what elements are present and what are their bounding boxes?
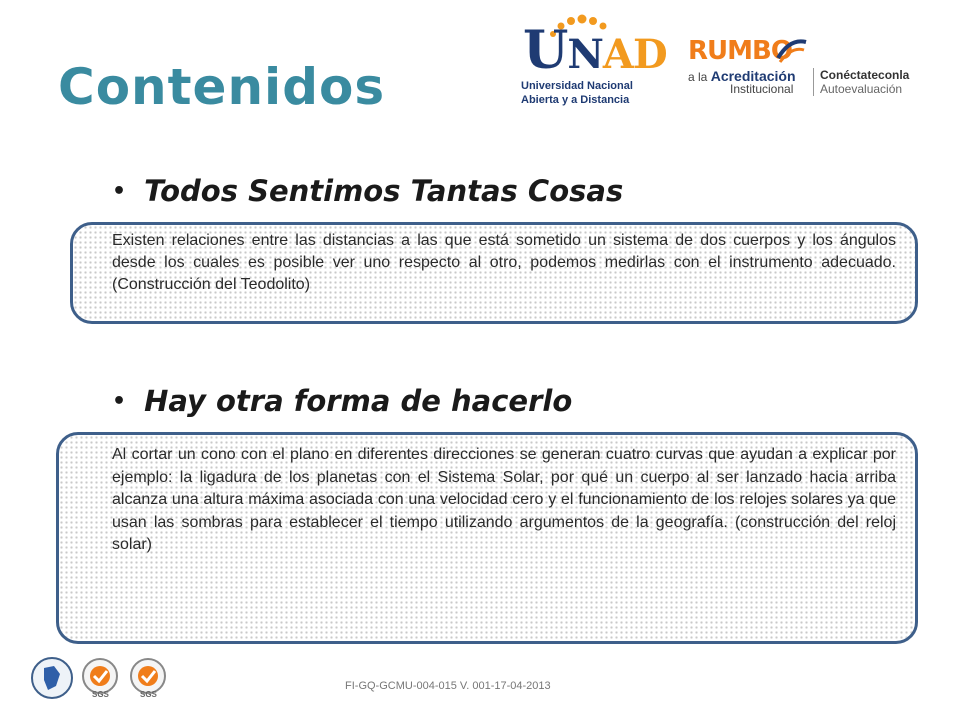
sgs-caption: SGS [140, 690, 157, 699]
sgs-caption: SGS [92, 690, 109, 699]
bullet-icon: • [112, 389, 127, 414]
rumbo-swoosh-icon [774, 36, 808, 66]
rumbo-wordmark: RUMBO [688, 36, 792, 66]
bullet-icon: • [112, 179, 127, 204]
section-heading-1: • Todos Sentimos Tantas Cosas [112, 174, 624, 208]
colombia-seal-icon [30, 656, 74, 700]
section-heading-2: • Hay otra forma de hacerlo [112, 384, 573, 418]
rumbo-divider [813, 68, 814, 96]
unad-line1: Universidad Nacional [521, 80, 633, 92]
page-title: Contenidos [58, 58, 386, 116]
rumbo-logo [688, 36, 938, 100]
rumbo-line1: a la Acreditación [688, 68, 796, 84]
section-body-1: Existen relaciones entre las distancias a las que está sometido un sistema de dos cuerpos y los ángulos desde los cuales es posible ver uno respecto al otro, podemos medirlas con el instrumento adecuado. (Construcción del Teodolito) [112, 232, 896, 293]
rumbo-right-line1: Conéctateconla [820, 68, 910, 82]
section-body-2: Al cortar un cono con el plano en diferentes direcciones se generan cuatro curvas que ayudan a explicar por ejemplo: la ligadura de los planetas con el Sistema Solar, por qué un cuerpo al ser lanzado hacia arriba alcanza una altura máxima asociada con una velocidad cero y el funcionamiento de los relojes solares ya que usan las sombras para establecer el tiempo utilizando argumentos de la geografía. (construcción del reloj solar) [112, 446, 896, 553]
rumbo-right-line2: Autoevaluación [820, 82, 903, 96]
unad-logo [515, 14, 667, 109]
footer-code: FI-GQ-GCMU-004-015 V. 001-17-04-2013 [345, 680, 551, 692]
unad-wordmark: UNAD [523, 20, 667, 81]
unad-line2: Abierta y a Distancia [521, 94, 630, 106]
rumbo-line2: Institucional [730, 82, 794, 96]
